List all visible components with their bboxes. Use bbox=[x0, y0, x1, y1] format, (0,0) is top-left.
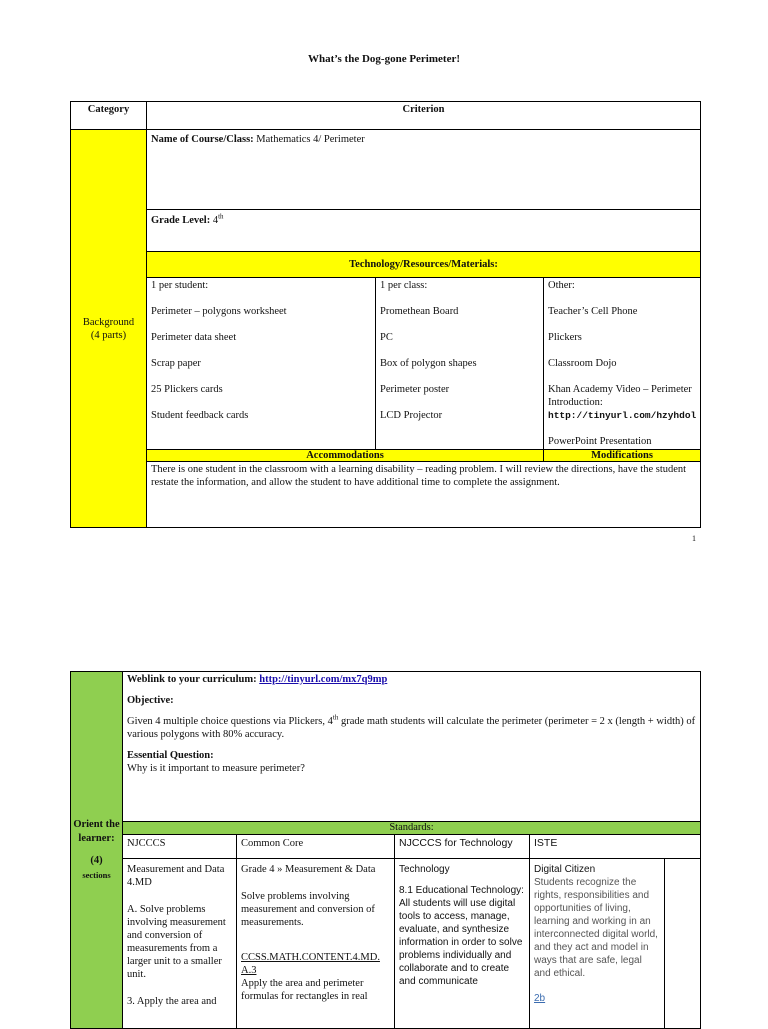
materials-other bbox=[544, 278, 701, 450]
objective-text-post: grade math students will calculate the perimeter (perimeter = 2 x (length + width) of various polygons with 80% accuracy. bbox=[127, 716, 696, 740]
category-background-label: Background (4 parts) bbox=[82, 316, 135, 341]
iste-p1: Digital Citizen bbox=[534, 864, 596, 875]
material-item: Perimeter poster bbox=[380, 384, 450, 395]
category-background bbox=[71, 130, 147, 528]
materials-per-class bbox=[376, 278, 544, 450]
tech-p1: Technology bbox=[399, 864, 450, 875]
grade-label: Grade Level: bbox=[151, 215, 211, 226]
essential-question-label: Essential Question: bbox=[127, 750, 214, 761]
iste-p2: Students recognize the rights, responsibilities and opportunities of living, learning and working in an interconnected digital world, and they act and model in ways that are safe, legal and ethical. bbox=[534, 877, 658, 979]
header-category: Category bbox=[71, 102, 147, 130]
materials-per-student bbox=[147, 278, 376, 450]
tech-p2: 8.1 Educational Technology: All students will use digital tools to access, manage, evaluate, and synthesize information in order to solve problems individually and collaborate and to create and communicate bbox=[399, 885, 524, 987]
tech-header: Technology/Resources/Materials: bbox=[147, 252, 701, 278]
njcccs-standard bbox=[123, 859, 237, 1029]
col-header-common-core: Common Core bbox=[237, 835, 395, 859]
material-item: Box of polygon shapes bbox=[380, 358, 477, 369]
common-core-p2: Solve problems involving measurement and conversion of measurements. bbox=[241, 891, 375, 928]
material-item: Perimeter data sheet bbox=[151, 332, 237, 343]
header-criterion: Criterion bbox=[147, 102, 701, 130]
category-orient-count: (4) bbox=[90, 855, 103, 866]
common-core-standard bbox=[237, 859, 395, 1029]
khan-video-label: Khan Academy Video – Perimeter Introduction: bbox=[548, 384, 692, 408]
standards-header: Standards: bbox=[123, 822, 701, 835]
material-item: 25 Plickers cards bbox=[151, 384, 223, 395]
grade-value: 4 bbox=[212, 215, 219, 226]
khan-video-item bbox=[548, 383, 696, 422]
material-item: Teacher’s Cell Phone bbox=[548, 306, 638, 317]
essential-question-text: Why is it important to measure perimeter? bbox=[127, 763, 305, 774]
course-label: Name of Course/Class: bbox=[151, 134, 254, 145]
iste-standard bbox=[530, 859, 665, 1029]
orient-table bbox=[70, 671, 701, 1029]
grade-cell bbox=[147, 210, 701, 252]
material-item: Student feedback cards bbox=[151, 410, 249, 421]
material-item: PC bbox=[380, 332, 393, 343]
col-header-tech: NJCCCS for Technology bbox=[395, 835, 530, 859]
material-item: Scrap paper bbox=[151, 358, 201, 369]
background-table bbox=[70, 101, 701, 528]
iste-p3[interactable]: 2b bbox=[534, 993, 546, 1004]
accommodations-header: Accommodations bbox=[147, 450, 544, 462]
modifications-header: Modifications bbox=[544, 450, 701, 462]
page-number: 1 bbox=[692, 534, 696, 543]
khan-video-url: http://tinyurl.com/hzyhdol bbox=[548, 410, 697, 421]
document-title: What’s the Dog-gone Perimeter! bbox=[307, 53, 460, 65]
common-core-p3: CCSS.MATH.CONTENT.4.MD.A.3 bbox=[241, 952, 380, 976]
objective-label: Objective: bbox=[127, 695, 174, 706]
category-orient-label: Orient the learner: bbox=[73, 819, 120, 844]
material-item: Plickers bbox=[548, 332, 582, 343]
material-item: Other: bbox=[548, 280, 575, 291]
category-orient bbox=[71, 672, 123, 1029]
njcccs-p1: Measurement and Data 4.MD bbox=[127, 864, 225, 888]
material-item: PowerPoint Presentation bbox=[548, 436, 652, 447]
objective-sup: th bbox=[332, 713, 339, 722]
course-cell bbox=[147, 130, 701, 210]
category-orient-sections: sections bbox=[82, 870, 111, 880]
col-header-njcccs: NJCCCS bbox=[123, 835, 237, 859]
njcccs-p2: A. Solve problems involving measurement and conversion of measurements from a larger unit to a smaller unit. bbox=[127, 904, 226, 980]
weblink-label: Weblink to your curriculum: bbox=[127, 674, 257, 685]
material-item: 1 per student: bbox=[151, 280, 209, 291]
tech-standard bbox=[395, 859, 530, 1029]
common-core-p4: Apply the area and perimeter formulas for rectangles in real bbox=[241, 978, 368, 1002]
njcccs-p3: 3. Apply the area and bbox=[127, 996, 217, 1007]
material-item: 1 per class: bbox=[380, 280, 428, 291]
col-header-iste: ISTE bbox=[530, 835, 701, 859]
course-value: Mathematics 4/ Perimeter bbox=[256, 134, 365, 145]
grade-sup: th bbox=[218, 212, 224, 221]
objective-cell bbox=[123, 672, 701, 822]
material-item: Perimeter – polygons worksheet bbox=[151, 306, 287, 317]
objective-text bbox=[127, 715, 696, 741]
accommodation-text: There is one student in the classroom with a learning disability – reading problem. I will review the directions, have the student restate the information, and allow the student to have additional time to complete the assignment. bbox=[147, 462, 701, 528]
common-core-p1: Grade 4 » Measurement & Data bbox=[241, 864, 376, 875]
objective-text-pre: Given 4 multiple choice questions via Plickers, 4 bbox=[127, 716, 333, 727]
material-item: Promethean Board bbox=[380, 306, 459, 317]
weblink-url[interactable]: http://tinyurl.com/mx7q9mp bbox=[259, 674, 388, 685]
material-item: LCD Projector bbox=[380, 410, 443, 421]
material-item: Classroom Dojo bbox=[548, 358, 617, 369]
iste-empty-cell bbox=[665, 859, 701, 1029]
